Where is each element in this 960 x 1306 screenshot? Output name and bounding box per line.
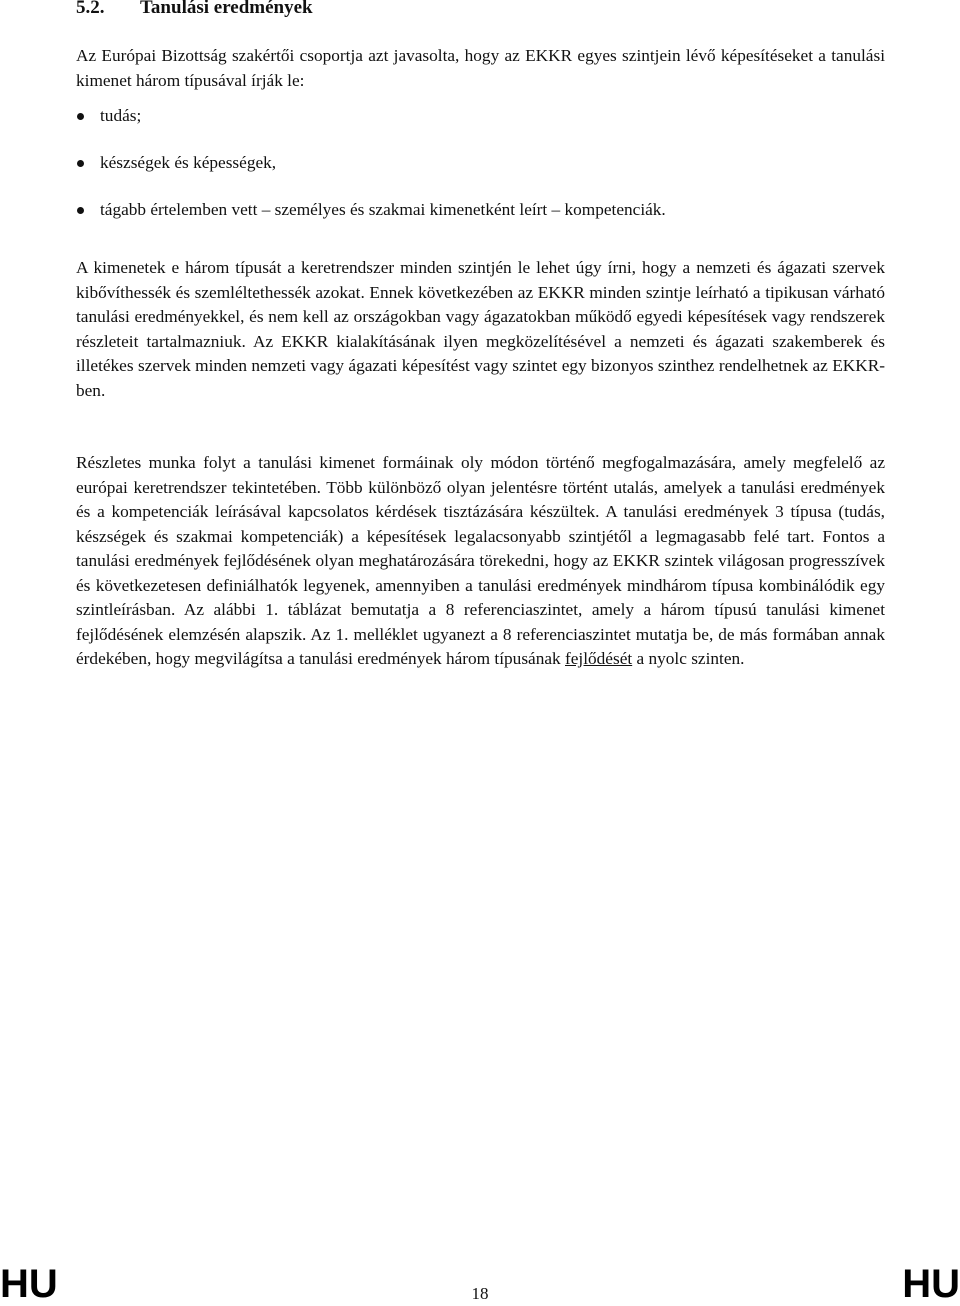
paragraph-2-text: Részletes munka folyt a tanulási kimenet formáinak oly módon történő megfogalmazására, amely megfelelő az európai keretrendszer tekintetében. Több különböző olyan jelentésre történt utalás, amelyek a tanulási eredmények és a kompetenciák leírásával kapcsolatos kérdések tisztázására készültek. A tanulási eredmények 3 típusa (tudás, készségek és szakmai kompetenciák) a képesítések legalacsonyabb szintjétől a legmagasabb felé tart. Fontos a tanulási eredmények fejlődésének olyan meghatározására törekedni, hogy az EKKR szintek világosan progresszívek és következetesen definiálhatók legyenek, amennyiben a tanulási eredmények mindhárom típusa kombinálódik egy szintleírásban. Az alábbi 1. táblázat bemutatja a 8 referenciaszintet, amely a három típusú tanulási kimenet fejlődésének elemzésén alapszik. Az 1. melléklet ugyanezt a 8 referenciaszintet mutatja be, de más formában annak érdekében, hogy megvilágítsa a tanulási eredmények három típusának [76, 453, 885, 668]
section-heading [76, 0, 313, 20]
section-title: Tanulási eredmények [140, 0, 313, 18]
list-item-text: tudás; [100, 106, 142, 125]
paragraph-2-tail: a nyolc szinten. [632, 649, 745, 668]
section-number: 5.2. [76, 0, 105, 18]
bullet-icon [77, 113, 84, 120]
body-paragraph-1: A kimenetek e három típusát a keretrendszer minden szintjén le lehet úgy írni, hogy a nemzeti és ágazati szervek kibővíthessék és szemléltethessék azokat. Ennek következében az EKKR minden szintje leírható a tipikusan várható tanulási eredményekkel, és nem kell az országokban vagy ágazatokban működő egyedi képesítések vagy rendszerek részleteit tartalmazniuk. Az EKKR kialakításának ilyen megközelítésével a nemzeti és ágazati szakemberek és illetékes szervek minden nemzeti vagy ágazati képesítést vagy szintet egy bizonyos szinthez rendelhetnek az EKKR-ben. [76, 258, 885, 400]
list-item [76, 198, 885, 222]
bullet-icon [77, 160, 84, 167]
intro-paragraph: Az Európai Bizottság szakértői csoportja azt javasolta, hogy az EKKR egyes szintjein lévő képesítéseket a tanulási kimenet három típusával írják le: [76, 46, 885, 90]
underlined-word: fejlődését [565, 649, 633, 668]
outcome-types-list [76, 104, 885, 245]
list-item-text: tágabb értelemben vett – személyes és szakmai kimenetként leírt – kompetenciák. [100, 200, 666, 219]
page-number: 18 [471, 1284, 489, 1303]
footer-language-code-left: HU [0, 1262, 58, 1306]
list-item-text: készségek és képességek, [100, 153, 277, 172]
list-item [76, 151, 885, 175]
body-paragraph-2 [76, 451, 885, 672]
list-item [76, 104, 885, 128]
bullet-icon [77, 207, 84, 214]
footer-language-code-right: HU [902, 1262, 960, 1306]
